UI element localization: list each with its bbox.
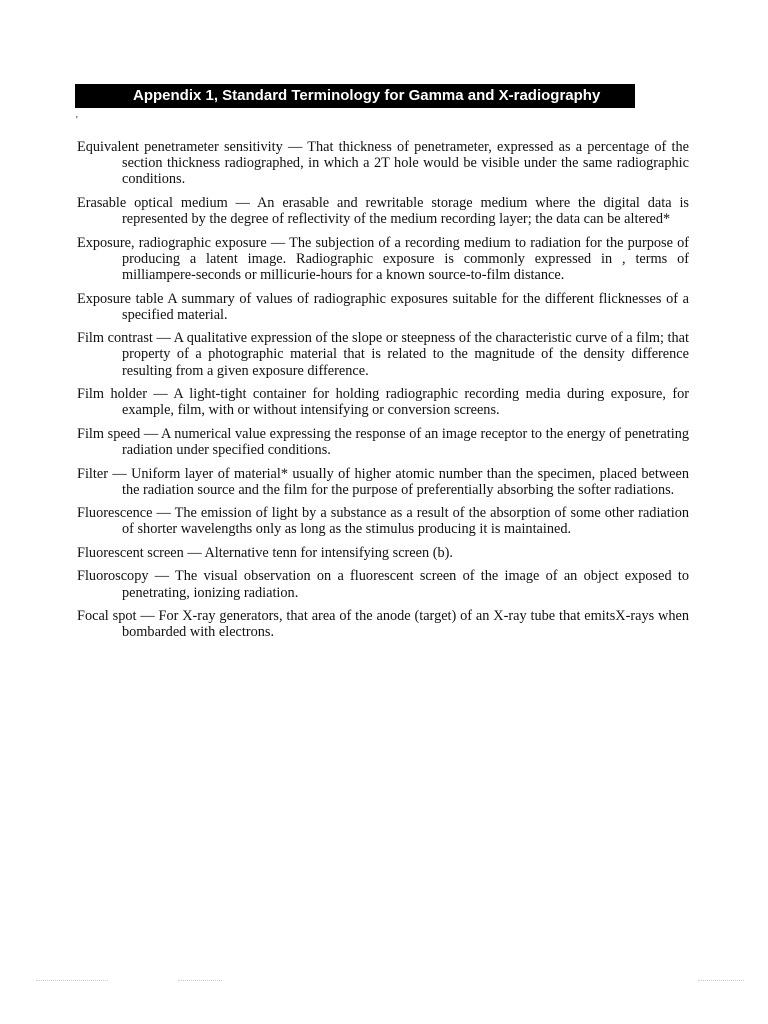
glossary-entry-fluorescent-screen: Fluorescent screen — Alternative tenn for intensifying screen (b). (77, 544, 453, 561)
glossary-entry-fluorescence: Fluorescence — The emission of light by a substance as a result of the absorption of some other radiation of shorter wavelengths only as long as the stimulus producing it is maintained. (77, 505, 689, 538)
scan-smudge-left (36, 980, 108, 984)
glossary-entry-exposure: Exposure, radiographic exposure — The subjection of a recording medium to radiation for the purpose of producing a latent image. Radiographic exposure is commonly expressed in , terms of milliampere-seconds or millicurie-hours for a known source-to-film distance. (77, 234, 689, 284)
appendix-title-bar (75, 84, 635, 108)
scan-smudge-center (178, 980, 222, 984)
glossary-list (77, 139, 689, 648)
glossary-entry-equivalent-penetrameter-sensitivity: Equivalent penetrameter sensitivity — That thickness of penetrameter, expressed as a percentage of the section thickness radiographed, in which a 2T hole would be visible under the same radiographic conditions. (77, 139, 689, 188)
appendix-title: Appendix 1, Standard Terminology for Gamma and X-radiography (133, 87, 601, 104)
scan-smudge-right (698, 980, 744, 984)
glossary-entry-film-holder: Film holder — A light-tight container for holding radiographic recording media during exposure, for example, film, with or without intensifying or conversion screens. (77, 386, 689, 419)
glossary-entry-filter: Filter — Uniform layer of material* usually of higher atomic number than the specimen, placed between the radiation source and the film for the purpose of preferentially absorbing the softer radiations. (77, 465, 689, 498)
glossary-entry-fluoroscopy: Fluoroscopy — The visual observation on a fluorescent screen of the image of an object exposed to penetrating, ionizing radiation. (77, 568, 689, 601)
stray-mark: ' (76, 115, 78, 126)
glossary-entry-film-speed: Film speed — A numerical value expressing the response of an image receptor to the energy of penetrating radiation under specified conditions. (77, 425, 689, 459)
glossary-entry-exposure-table: Exposure table A summary of values of radiographic exposures suitable for the different flicknesses of a specified material. (77, 290, 689, 323)
glossary-entry-focal-spot: Focal spot — For X-ray generators, that area of the anode (target) of an X-ray tube that emitsX-rays when bombarded with electrons. (77, 608, 689, 641)
glossary-entry-film-contrast: Film contrast — A qualitative expression of the slope or steepness of the characteristic curve of a film; that property of a photographic material that is related to the magnitude of the density difference resulting from a given exposure difference. (77, 330, 689, 379)
glossary-entry-erasable-optical-medium: Erasable optical medium — An erasable and rewritable storage medium where the digital data is represented by the degree of reflectivity of the medium recording layer; the data can be altered* (77, 194, 689, 228)
